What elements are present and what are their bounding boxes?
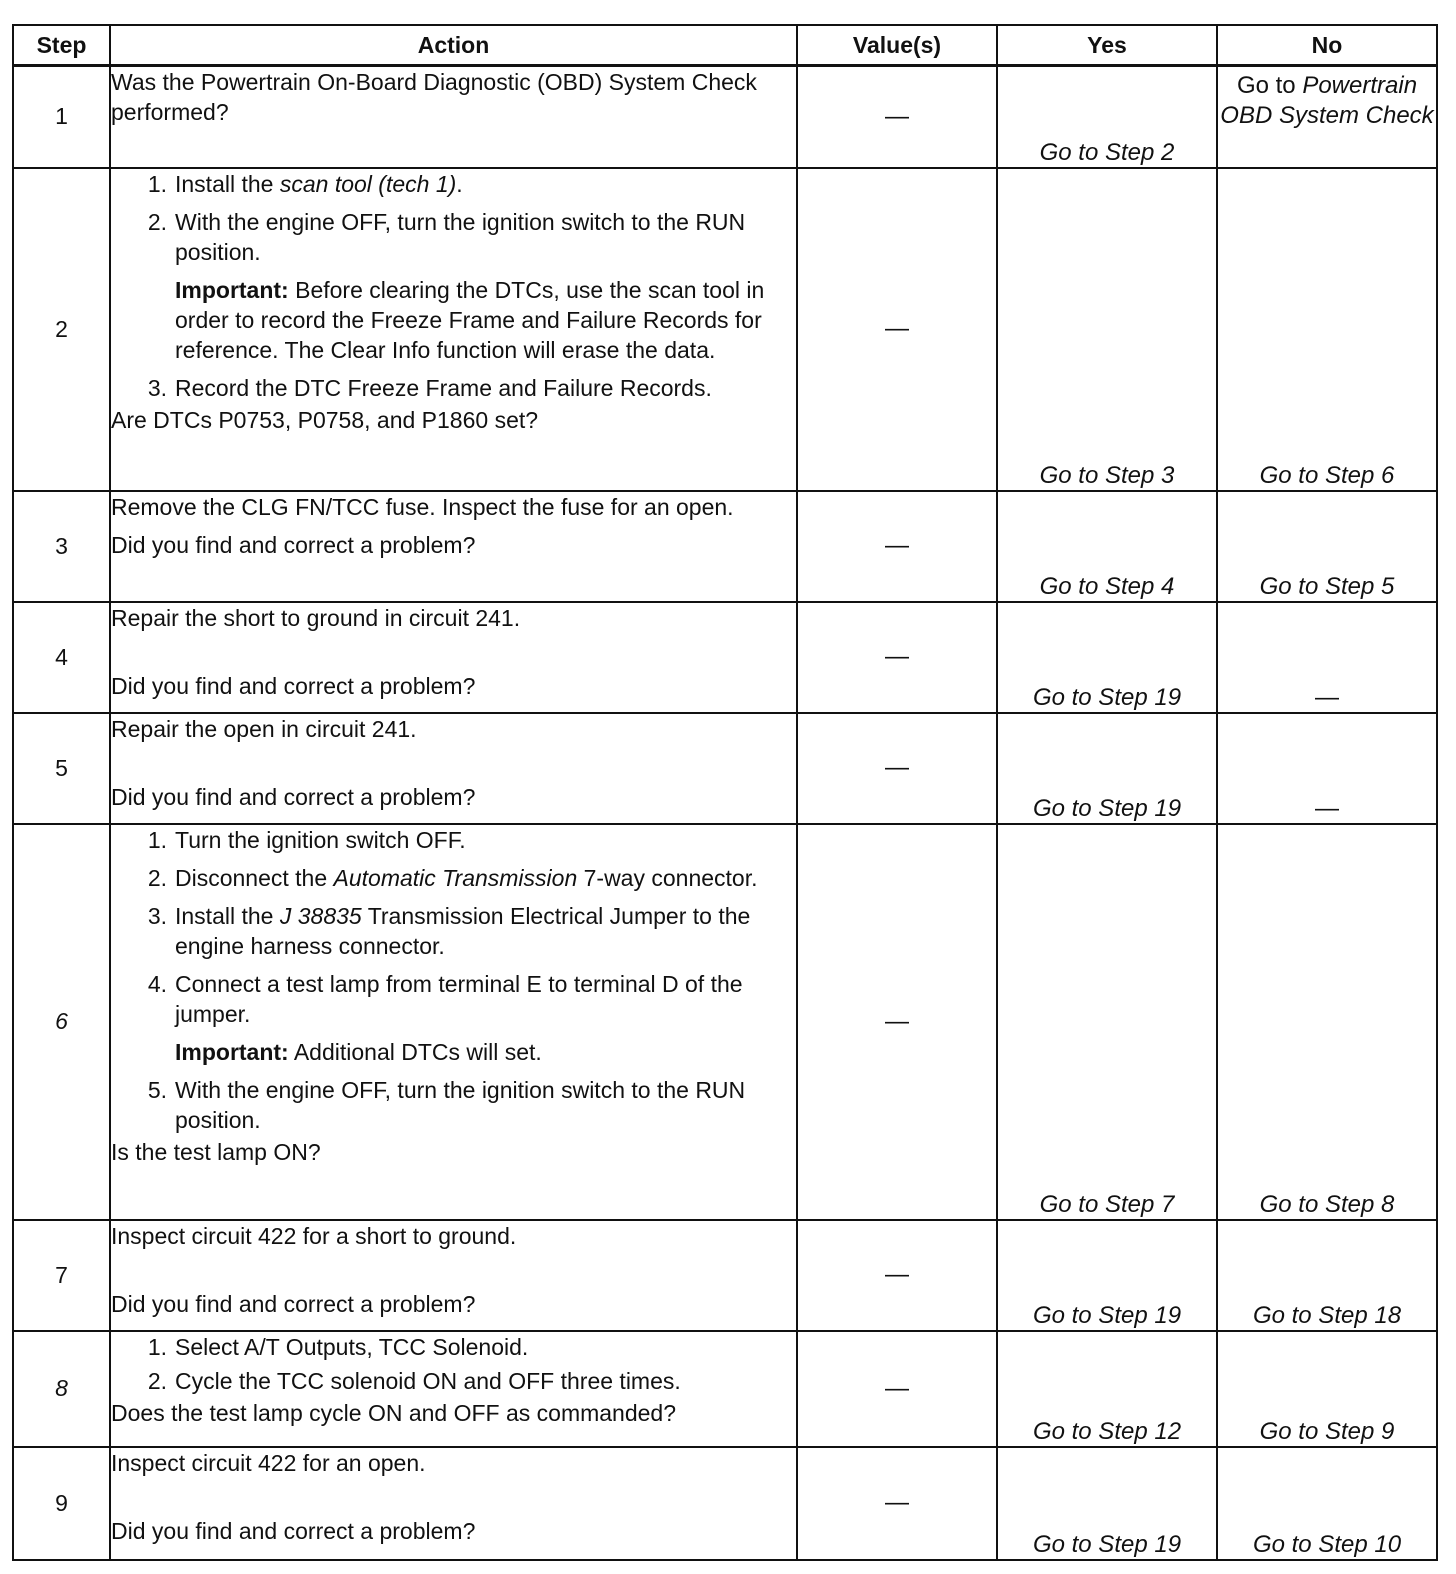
cropped-heading-fragment [966, 0, 1086, 8]
yes-cell: Go to Step 3 [997, 168, 1217, 491]
step-number: 8 [13, 1331, 110, 1447]
diagnostic-table [12, 24, 1438, 1561]
list-text-pre: Install the [175, 902, 274, 929]
action-text: Remove the CLG FN/TCC fuse. Inspect the fuse for an open. [111, 493, 734, 520]
no-cell: Go to Step 8 [1217, 824, 1437, 1220]
header-step: Step [13, 25, 110, 66]
note-label: Important: [175, 276, 289, 303]
no-cell: — [1217, 713, 1437, 824]
list-number: 1. [147, 1333, 167, 1360]
list-number: 1. [147, 170, 167, 197]
header-action: Action [110, 25, 797, 66]
list-text-em: Automatic Transmission [333, 864, 578, 891]
table-row-step-2 [13, 168, 1437, 491]
yes-cell: Go to Step 2 [997, 66, 1217, 168]
question-text: Did you find and correct a problem? [111, 1517, 476, 1544]
yes-cell: Go to Step 12 [997, 1331, 1217, 1447]
list-text-post: 7-way connector. [583, 864, 758, 891]
list-number: 3. [147, 902, 167, 929]
list-text: Cycle the TCC solenoid ON and OFF three times. [175, 1367, 681, 1394]
table-row-step-3 [13, 491, 1437, 602]
action-cell [110, 491, 797, 602]
table-row-step-1 [13, 66, 1437, 168]
list-text-em: J 38835 [279, 902, 362, 929]
question-text: Did you find and correct a problem? [111, 1290, 476, 1317]
value-cell: — [797, 66, 997, 168]
list-item [111, 207, 796, 267]
note-label: Important: [175, 1038, 289, 1065]
action-cell [110, 602, 797, 713]
list-item [111, 1366, 796, 1396]
action-text: Was the Powertrain On-Board Diagnostic (OBD) System Check performed? [111, 69, 757, 125]
no-cell: Go to Step 5 [1217, 491, 1437, 602]
list-item [111, 373, 796, 403]
step-number: 4 [13, 602, 110, 713]
table-row-step-8 [13, 1331, 1437, 1447]
header-no: No [1217, 25, 1437, 66]
value-cell: — [797, 1220, 997, 1331]
list-text-em: scan tool (tech 1) [279, 170, 457, 197]
step-number: 9 [13, 1447, 110, 1560]
table-row-step-5 [13, 713, 1437, 824]
list-text-post: Transmission Electrical Jumper to the engine harness connector. [175, 902, 751, 959]
value-cell: — [797, 824, 997, 1220]
list-number: 5. [147, 1076, 167, 1103]
action-cell [110, 1220, 797, 1331]
header-yes: Yes [997, 25, 1217, 66]
header-values: Value(s) [797, 25, 997, 66]
step-number: 5 [13, 713, 110, 824]
question-text: Are DTCs P0753, P0758, and P1860 set? [111, 406, 539, 433]
no-link: Powertrain OBD System Check [1220, 72, 1434, 129]
header-row [13, 25, 1437, 66]
list-text: Select A/T Outputs, TCC Solenoid. [175, 1333, 529, 1360]
list-item [111, 1075, 796, 1135]
list-number: 4. [147, 970, 167, 997]
list-item [111, 863, 796, 893]
action-cell [110, 66, 797, 168]
action-cell [110, 824, 797, 1220]
list-number: 1. [147, 826, 167, 853]
action-text: Inspect circuit 422 for a short to ground. [111, 1222, 517, 1249]
question-text: Does the test lamp cycle ON and OFF as commanded? [111, 1399, 677, 1426]
value-cell: — [797, 713, 997, 824]
value-cell: — [797, 168, 997, 491]
list-text-post: . [456, 170, 463, 197]
question-text: Is the test lamp ON? [111, 1138, 321, 1165]
list-number: 2. [147, 1367, 167, 1394]
value-cell: — [797, 1331, 997, 1447]
list-item [111, 901, 796, 961]
action-cell [110, 168, 797, 491]
action-text: Repair the short to ground in circuit 241. [111, 604, 521, 631]
step-number: 1 [13, 66, 110, 168]
no-cell [1217, 66, 1437, 168]
yes-cell: Go to Step 19 [997, 1220, 1217, 1331]
question-text: Did you find and correct a problem? [111, 783, 476, 810]
table-row-step-4 [13, 602, 1437, 713]
table-row-step-6 [13, 824, 1437, 1220]
question-text: Did you find and correct a problem? [111, 672, 476, 699]
step-number: 6 [13, 824, 110, 1220]
value-cell: — [797, 491, 997, 602]
question-text: Did you find and correct a problem? [111, 531, 476, 558]
action-text: Inspect circuit 422 for an open. [111, 1449, 426, 1476]
no-cell: Go to Step 18 [1217, 1220, 1437, 1331]
yes-cell: Go to Step 19 [997, 602, 1217, 713]
important-note [111, 1037, 796, 1067]
note-text: Additional DTCs will set. [293, 1038, 542, 1065]
action-cell [110, 713, 797, 824]
step-number: 7 [13, 1220, 110, 1331]
list-text: With the engine OFF, turn the ignition switch to the RUN position. [175, 1076, 746, 1133]
list-item [111, 969, 796, 1029]
list-number: 2. [147, 864, 167, 891]
step-number: 3 [13, 491, 110, 602]
no-cell: — [1217, 602, 1437, 713]
list-text-pre: Install the [175, 170, 274, 197]
no-cell: Go to Step 6 [1217, 168, 1437, 491]
important-note [111, 275, 796, 365]
list-text: Record the DTC Freeze Frame and Failure Records. [175, 374, 712, 401]
yes-cell: Go to Step 4 [997, 491, 1217, 602]
list-text: Turn the ignition switch OFF. [175, 826, 466, 853]
yes-cell: Go to Step 7 [997, 824, 1217, 1220]
no-prefix: Go to [1236, 72, 1296, 99]
list-text: Connect a test lamp from terminal E to terminal D of the jumper. [175, 970, 743, 1027]
list-item [111, 169, 796, 199]
yes-cell: Go to Step 19 [997, 713, 1217, 824]
value-cell: — [797, 1447, 997, 1560]
table-row-step-9 [13, 1447, 1437, 1560]
note-text: Before clearing the DTCs, use the scan tool in order to record the Freeze Frame and Failure Records for reference. The Clear Info function will erase the data. [175, 276, 765, 363]
list-number: 2. [147, 208, 167, 235]
list-text: With the engine OFF, turn the ignition switch to the RUN position. [175, 208, 746, 265]
list-item [111, 1332, 796, 1362]
table-row-step-7 [13, 1220, 1437, 1331]
list-item [111, 825, 796, 855]
list-text-pre: Disconnect the [175, 864, 328, 891]
action-text: Repair the open in circuit 241. [111, 715, 417, 742]
action-cell [110, 1331, 797, 1447]
step-number: 2 [13, 168, 110, 491]
no-cell: Go to Step 9 [1217, 1331, 1437, 1447]
action-cell [110, 1447, 797, 1560]
yes-cell: Go to Step 19 [997, 1447, 1217, 1560]
value-cell: — [797, 602, 997, 713]
no-cell: Go to Step 10 [1217, 1447, 1437, 1560]
list-number: 3. [147, 374, 167, 401]
